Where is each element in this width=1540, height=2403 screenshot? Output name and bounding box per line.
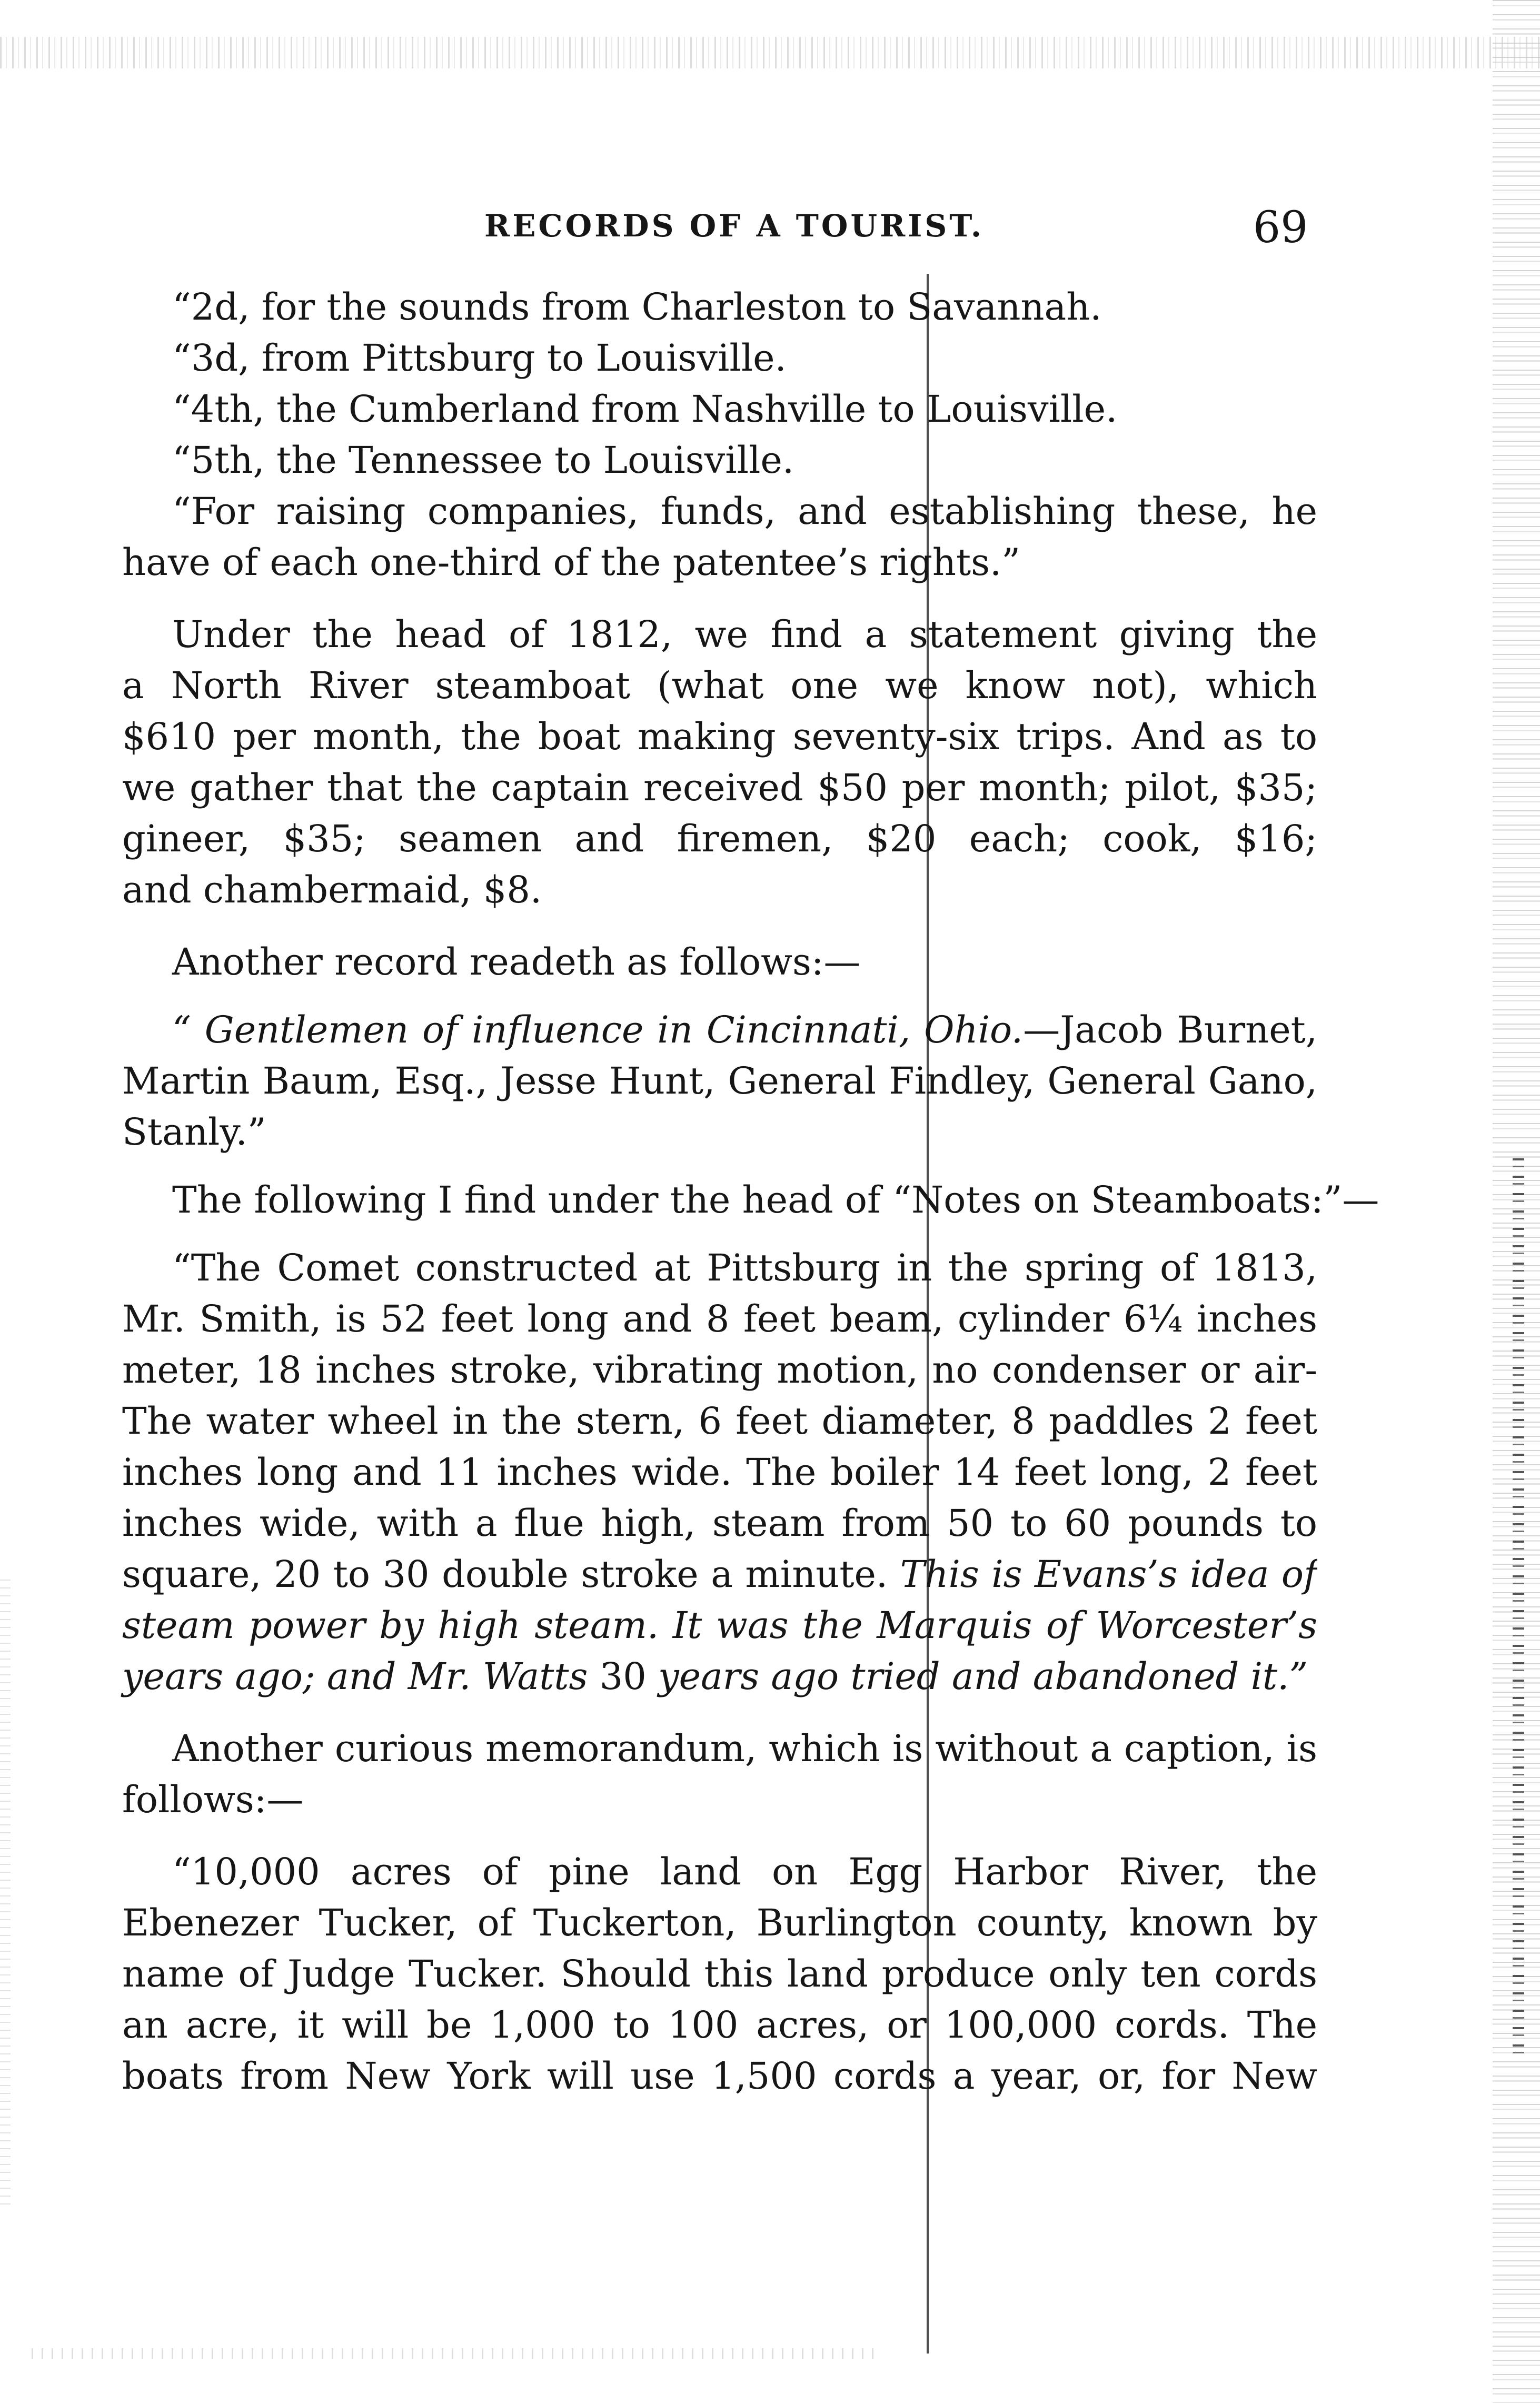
running-title: RECORDS OF A TOURIST. xyxy=(484,208,985,244)
text-line: and chambermaid, $8. xyxy=(122,868,542,911)
text-line: Martin Baum, Esq., Jesse Hunt, General Findley, General Gano, xyxy=(122,1059,1317,1103)
text-line: $610 per month, the boat making seventy-six trips. And as to xyxy=(122,715,1317,758)
text-line: Another curious memorandum, which is without a caption, is xyxy=(172,1727,1317,1770)
text-line: Mr. Smith, is 52 feet long and 8 feet beam, cylinder 6¼ inches xyxy=(122,1297,1317,1340)
text-line xyxy=(122,1005,1317,1056)
text-line: name of Judge Tucker. Should this land produce only ten cords xyxy=(122,1952,1317,1995)
text-line xyxy=(122,1549,1317,1600)
page-number: 69 xyxy=(1253,203,1308,253)
italic-span: This is Evans’s idea of xyxy=(900,1553,1317,1596)
text-line: we gather that the captain received $50 per month; pilot, $35; xyxy=(122,766,1317,809)
text-line: Stanly.” xyxy=(122,1110,266,1154)
text-line: meter, 18 inches stroke, vibrating motion, no condenser or air- xyxy=(122,1348,1317,1392)
italic-span: steam power by high steam. It was the Marquis of Worcester’s xyxy=(122,1604,1317,1647)
text-line: a North River steamboat (what one we know not), which xyxy=(122,664,1317,707)
text-line: boats from New York will use 1,500 cords a year, or, for New xyxy=(122,2054,1317,2098)
text-line: “4th, the Cumberland from Nashville to Louisville. xyxy=(172,388,1118,431)
text-line: have of each one-third of the patentee’s rights.” xyxy=(122,541,1021,584)
text-line: an acre, it will be 1,000 to 100 acres, or 100,000 cords. The xyxy=(122,2003,1317,2047)
italic-span: years ago; and Mr. Watts xyxy=(122,1655,588,1698)
text-line: inches long and 11 inches wide. The boiler 14 feet long, 2 feet xyxy=(122,1451,1317,1494)
text-span: square, 20 to 30 double stroke a minute. xyxy=(122,1553,888,1596)
scan-binding-marks xyxy=(1513,1158,1524,2053)
text-line xyxy=(122,1600,1317,1651)
text-line: “5th, the Tennessee to Louisville. xyxy=(172,439,794,482)
italic-heading: “ Gentlemen of influence in Cincinnati, Ohio. xyxy=(172,1008,1024,1051)
text-line: Under the head of 1812, we find a statement giving the xyxy=(172,613,1317,656)
scan-edge-left xyxy=(0,1580,11,2211)
text-span: 30 xyxy=(599,1655,647,1698)
text-line xyxy=(122,1651,1317,1702)
text-line: The following I find under the head of “Notes on Steamboats:”— xyxy=(172,1178,1379,1222)
text-line: “3d, from Pittsburg to Louisville. xyxy=(172,336,787,380)
text-line: The water wheel in the stern, 6 feet diameter, 8 paddles 2 feet xyxy=(122,1399,1317,1443)
text-span: —Jacob Burnet, xyxy=(1023,1008,1317,1051)
text-line: inches wide, with a flue high, steam from 50 to 60 pounds to xyxy=(122,1502,1317,1545)
scan-edge-bottom xyxy=(32,2348,874,2359)
text-line: “For raising companies, funds, and establishing these, he xyxy=(172,490,1317,533)
scan-edge-top xyxy=(0,37,1540,68)
text-line: “The Comet constructed at Pittsburg in the spring of 1813, xyxy=(172,1246,1317,1289)
body-text xyxy=(122,282,1379,2102)
text-line: “2d, for the sounds from Charleston to Savannah. xyxy=(172,285,1102,329)
italic-span: years ago tried and abandoned it.” xyxy=(658,1655,1308,1698)
text-line: gineer, $35; seamen and firemen, $20 each; cook, $16; xyxy=(122,817,1317,860)
text-line: follows:— xyxy=(122,1778,304,1821)
text-line: Another record readeth as follows:— xyxy=(172,940,861,984)
text-line: “10,000 acres of pine land on Egg Harbor River, the xyxy=(172,1850,1317,1893)
text-line: Ebenezer Tucker, of Tuckerton, Burlington county, known by xyxy=(122,1901,1317,1944)
